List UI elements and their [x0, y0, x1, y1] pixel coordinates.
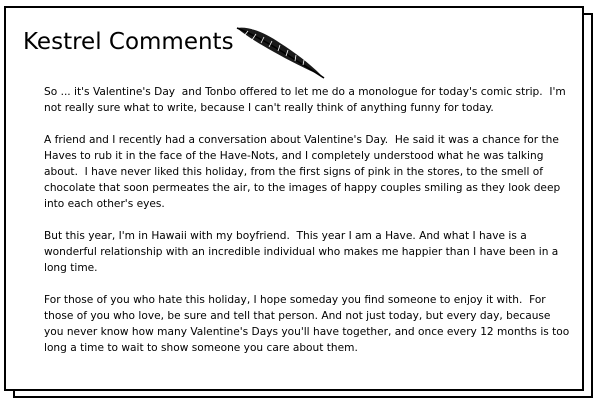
feather-icon: [234, 24, 328, 80]
paragraph: For those of you who hate this holiday, I hope someday you find someone to enjoy it with. For those of you who love, be sure and tell that person. And not just today, but every day, because you never know how many Valentine's Days you'll have together, and once every 12 months is too long a time to wait to show someone you care about them.: [44, 294, 573, 354]
paragraph: So ... it's Valentine's Day and Tonbo offered to let me do a monologue for today's comic strip. I'm not really sure what to write, because I can't really think of anything funny for today.: [44, 86, 570, 114]
comment-panel: [4, 6, 584, 391]
paragraph: But this year, I'm in Hawaii with my boyfriend. This year I am a Have. And what I have is a wonderful relationship with an incredible individual who makes me happier than I have been in a long time.: [44, 230, 562, 274]
article-body: [44, 84, 573, 372]
paragraph: A friend and I recently had a conversation about Valentine's Day. He said it was a chance for the Haves to rub it in the face of the Have-Nots, and I completely understood what he was talking about. I have never liked this holiday, from the first signs of pink in the stores, to the smell of chocolate that soon permeates the air, to the images of happy couples smiling as they look deep into each other's eyes.: [44, 134, 564, 210]
panel-title: Kestrel Comments: [23, 29, 234, 55]
